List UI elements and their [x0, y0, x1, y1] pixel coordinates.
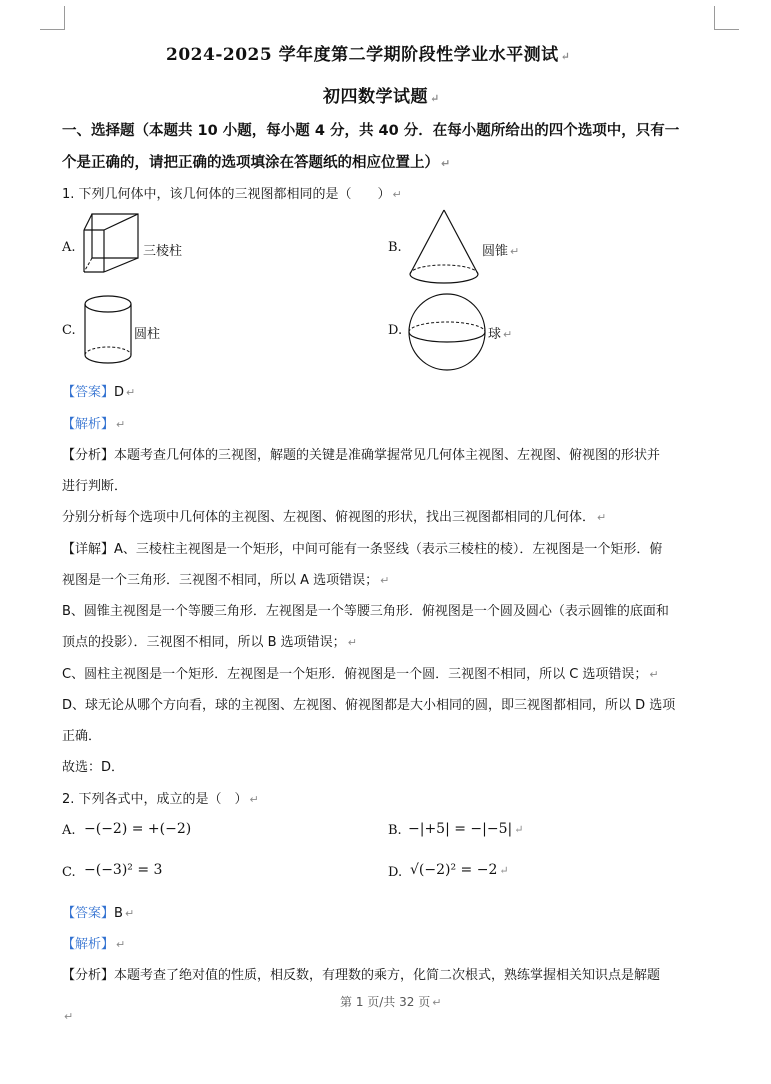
crop-mark-top-left-h: [40, 29, 65, 30]
trailing-paragraph-mark: ↵: [64, 1010, 74, 1023]
crop-mark-top-left: [64, 6, 65, 30]
q1-option-b-name: 圆锥 ↵: [482, 244, 520, 259]
q1-option-d-name: 球 ↵: [488, 327, 513, 342]
q1-answer: 【答案】D ↵: [62, 385, 136, 400]
q1-fenxi-line3: 分别分析每个选项中几何体的主视图、左视图、俯视图的形状，找出三视图都相同的几何体． ↵: [62, 510, 607, 525]
page-title: 2024-2025 学年度第二学期阶段性学业水平测试 ↵: [166, 45, 571, 65]
crop-mark-top-right: [714, 6, 715, 30]
q2-option-a-expr: −(−2) = +(−2): [84, 821, 192, 837]
section-heading-line2: 个是正确的，请把正确的选项填涂在答题纸的相应位置上） ↵: [62, 155, 451, 171]
q1-option-a-name: 三棱柱: [143, 244, 183, 259]
section-heading-line1: 一、选择题（本题共 10 小题，每小题 4 分，共 40 分．在每小题所给出的四个选项中，只有一: [62, 123, 680, 139]
q1-option-c-name: 圆柱: [134, 327, 161, 342]
question-2-stem: 2. 下列各式中，成立的是（ ） ↵: [62, 792, 259, 807]
q1-line-b1: B、圆锥主视图是一个等腰三角形．左视图是一个等腰三角形．俯视图是一个圆及圆心（表示圆锥的底面和: [62, 604, 669, 619]
q2-fenxi-line1: 【分析】本题考查了绝对值的性质，相反数，有理数的乘方，化简二次根式，熟练掌握相关知识点是解题: [62, 968, 661, 983]
cylinder-icon: [82, 294, 134, 366]
q1-jiexi-label: 【解析】 ↵: [62, 417, 126, 432]
page-subtitle: 初四数学试题 ↵: [323, 87, 440, 107]
q1-line-b2: 顶点的投影）．三视图不相同，所以 B 选项错误； ↵: [62, 635, 357, 650]
q1-line-d1: D、球无论从哪个方向看，球的主视图、左视图、俯视图都是大小相同的圆，即三视图都相同，所以 D 选项: [62, 698, 676, 713]
page-number: 第 1 页/共 32 页 ↵: [340, 995, 442, 1009]
q1-conclusion: 故选：D．: [62, 760, 125, 775]
q1-option-c-letter: C.: [62, 323, 76, 338]
q2-jiexi-label: 【解析】 ↵: [62, 937, 126, 952]
q1-fenxi-line2: 进行判断．: [62, 479, 128, 494]
q1-line-c: C、圆柱主视图是一个矩形．左视图是一个矩形．俯视图是一个圆．三视图不相同，所以 C 选项错误； ↵: [62, 667, 659, 682]
q2-option-b-letter: B.: [388, 823, 402, 838]
q2-option-c-letter: C.: [62, 865, 76, 880]
crop-mark-top-right-h: [714, 29, 739, 30]
sphere-icon: [407, 292, 487, 372]
cone-icon: [406, 208, 482, 286]
q1-option-b-letter: B.: [388, 240, 402, 255]
q1-fenxi-line1: 【分析】本题考查几何体的三视图，解题的关键是准确掌握常见几何体主视图、左视图、俯视图的形状并: [62, 448, 661, 463]
q2-option-c-expr: −(−3)² = 3: [84, 862, 163, 878]
q1-option-a-letter: A.: [62, 240, 76, 255]
q1-line-d2: 正确．: [62, 729, 102, 744]
q2-answer: 【答案】B ↵: [62, 906, 135, 921]
q2-option-d-letter: D.: [388, 865, 403, 880]
triangular-prism-icon: [82, 212, 142, 274]
q2-option-b-expr: −|+5| = −|−5| ↵: [408, 821, 524, 837]
q1-xiangjie-line2: 视图是一个三角形．三视图不相同，所以 A 选项错误； ↵: [62, 573, 390, 588]
q1-option-d-letter: D.: [388, 323, 403, 338]
q2-option-d-expr: √(−2)² = −2 ↵: [410, 862, 509, 878]
question-1-stem: 1. 下列几何体中，该几何体的三视图都相同的是（ ） ↵: [62, 187, 402, 202]
q2-option-a-letter: A.: [62, 823, 76, 838]
q1-xiangjie-line1: 【详解】A、三棱柱主视图是一个矩形，中间可能有一条竖线（表示三棱柱的棱）．左视图是一个矩形．俯: [62, 542, 663, 557]
